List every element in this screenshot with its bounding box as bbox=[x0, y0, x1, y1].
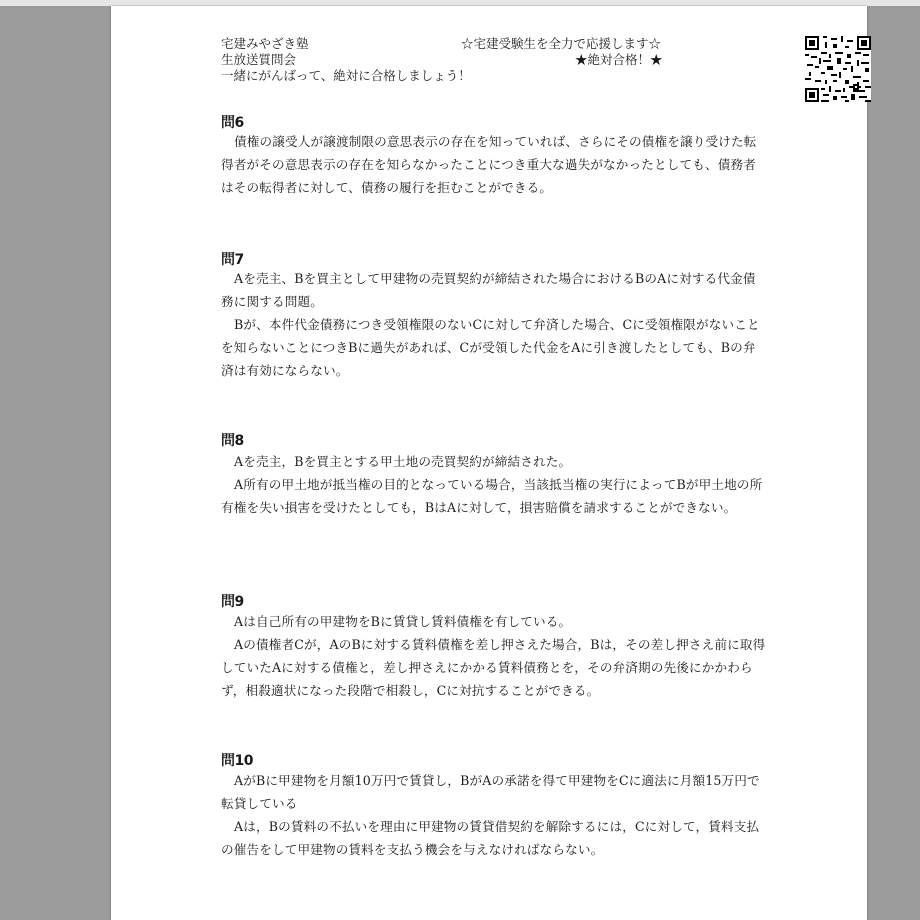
qr-code-icon bbox=[805, 36, 871, 102]
question-title: 問7 bbox=[221, 252, 244, 268]
question-body bbox=[221, 450, 766, 519]
question-paragraph: Bが、本件代金債務につき受領権限のないCに対して弁済した場合、Cに受領権限がないことを知らないことにつきBに過失があれば、Cが受領した代金をAに引き渡したとしても、Bの弁済は有効にならない。 bbox=[221, 317, 760, 378]
question-title: 問6 bbox=[221, 115, 244, 131]
slogan-pass: ★絶対合格！★ bbox=[575, 52, 663, 67]
question-paragraph: Aを売主，Bを買主とする甲土地の売買契約が締結された。 bbox=[234, 454, 572, 469]
question-title: 問10 bbox=[221, 753, 253, 769]
question-body bbox=[221, 267, 766, 382]
question-paragraph: Aは自己所有の甲建物をBに賃貸し賃料債権を有している。 bbox=[234, 614, 572, 629]
question-paragraph: AがBに甲建物を月額10万円で賃貸し，BがAの承諾を得て甲建物をCに適法に月額15万円で転貸している bbox=[221, 773, 760, 811]
school-name: 宅建みやざき塾 bbox=[221, 36, 309, 51]
document-page bbox=[111, 6, 867, 920]
event-name: 生放送質問会 bbox=[221, 52, 297, 67]
slogan-support: ☆宅建受験生を全力で応援します☆ bbox=[461, 36, 662, 51]
question-title: 問9 bbox=[221, 594, 244, 610]
question-paragraph: Aの債権者Cが，AのBに対する賃料債権を差し押さえた場合，Bは，その差し押さえ前に取得していたAに対する債権と，差し押さえにかかる賃料債務とを，その弁済期の先後にかかわらず，相殺適状になった段階で相殺し，Cに対抗することができる。 bbox=[221, 637, 766, 698]
question-paragraph: A所有の甲土地が抵当権の目的となっている場合，当該抵当権の実行によってBが甲土地の所有権を失い損害を受けたとしても，BはAに対して，損害賠償を請求することができない。 bbox=[221, 477, 763, 515]
question-title: 問8 bbox=[221, 433, 244, 449]
question-paragraph: Aを売主、Bを買主として甲建物の売買契約が締結された場合におけるBのAに対する代金債務に関する問題。 bbox=[221, 271, 756, 309]
question-body bbox=[221, 769, 766, 861]
question-body bbox=[221, 130, 766, 199]
question-paragraph: Aは，Bの賃料の不払いを理由に甲建物の賃貸借契約を解除するには，Cに対して，賃料支払の催告をして甲建物の賃料を支払う機会を与えなければならない。 bbox=[221, 819, 760, 857]
question-paragraph: 債権の譲受人が譲渡制限の意思表示の存在を知っていれば、さらにその債権を譲り受けた転得者がその意思表示の存在を知らなかったことにつき重大な過失がなかったとしても、債務者はその転得者に対して、債務の履行を拒むことができる。 bbox=[221, 134, 757, 195]
tagline: 一緒にがんばって、絶対に合格しましょう！ bbox=[221, 68, 471, 83]
question-body bbox=[221, 610, 766, 702]
